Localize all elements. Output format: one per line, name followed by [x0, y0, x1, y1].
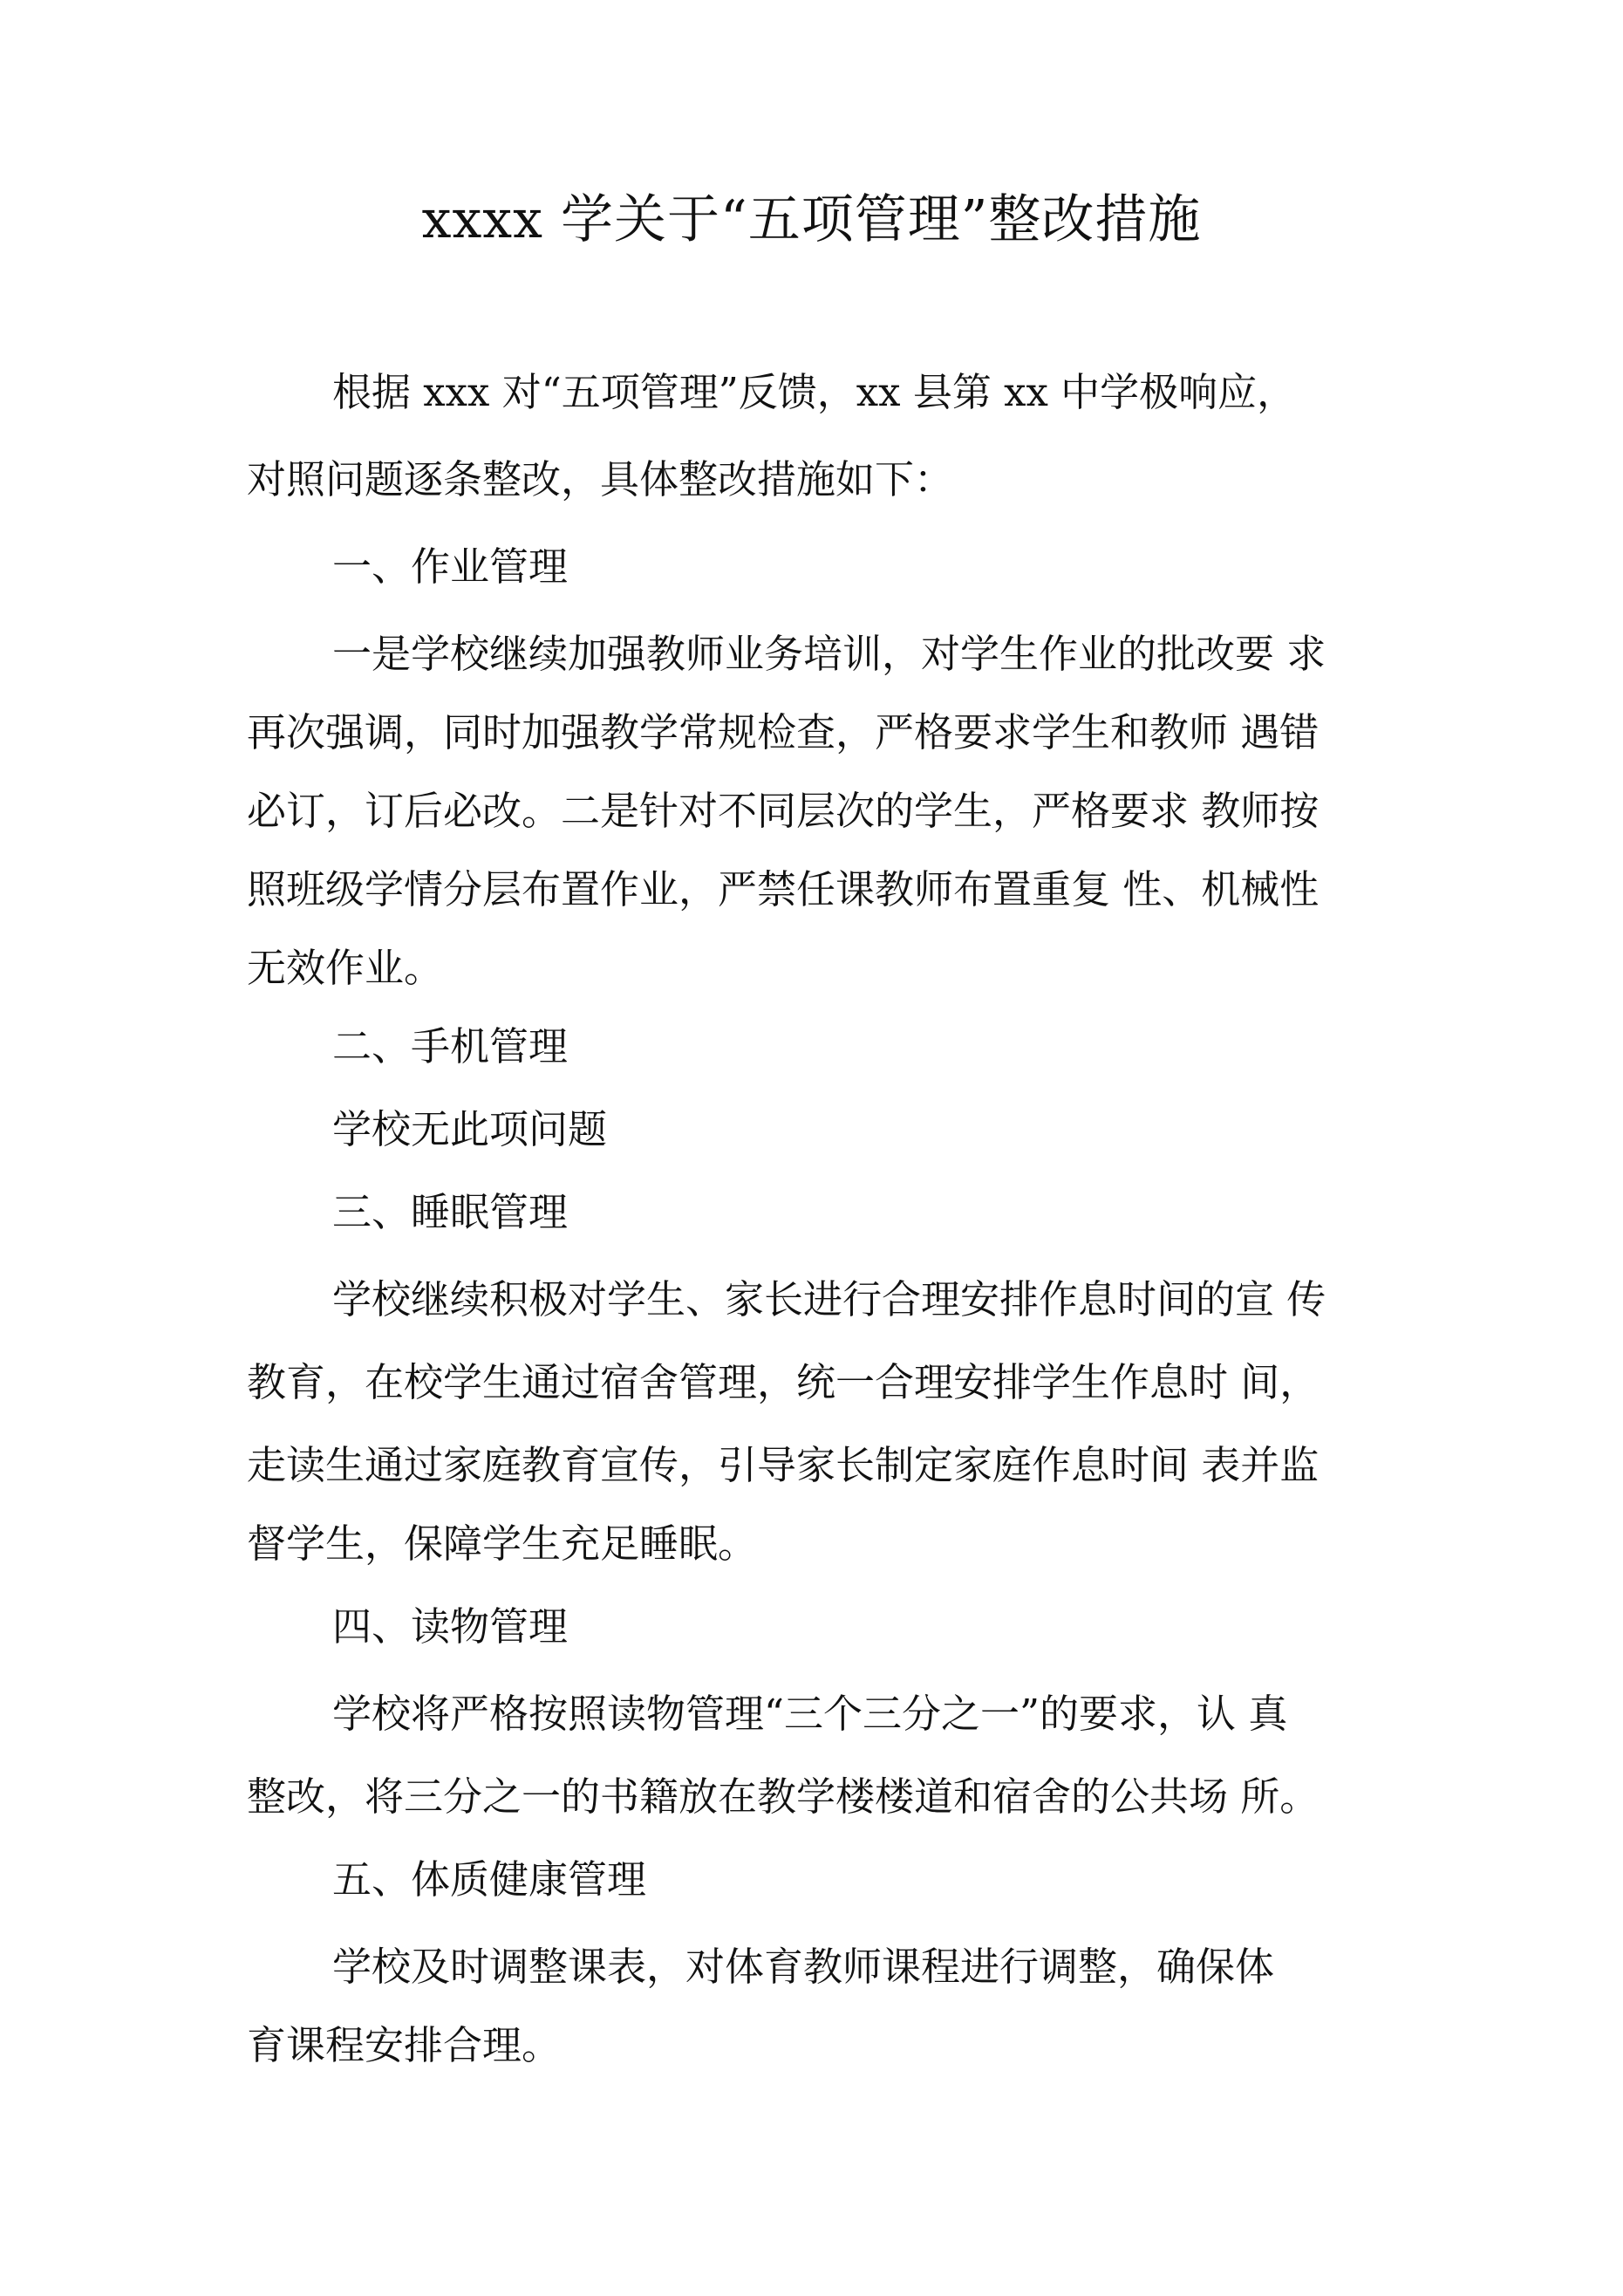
paragraph-line: 无效作业。: [247, 945, 444, 991]
paragraph-line: 一是学校继续加强教师业务培训，对学生作业的批改要 求: [332, 631, 1326, 677]
paragraph-line: 学校及时调整课表，对体育教师课程进行调整，确保体: [332, 1944, 1275, 1990]
section-heading-fitness: 五、体质健康管理: [332, 1856, 647, 1903]
paragraph-line: 教育，在校学生通过宿舍管理，统一合理安排学生作息时 间，: [247, 1359, 1320, 1405]
paragraph-line: 学校将严格按照读物管理“三个三分之一”的要求，认 真: [332, 1691, 1288, 1737]
paragraph-line: 整改，将三分之一的书籍放在教学楼楼道和宿舍的公共场 所。: [247, 1773, 1320, 1820]
paragraph-line: 再次强调，同时加强教学常规检查，严格要求学生和教师 遇错: [247, 709, 1320, 755]
paragraph-line: 必订，订后必改。二是针对不同层次的学生，严格要求 教师按: [247, 788, 1320, 834]
intro-line: 对照问题逐条整改，具体整改措施如下：: [247, 456, 954, 502]
section-heading-homework: 一、作业管理: [332, 543, 569, 590]
paragraph-line: 走读生通过家庭教育宣传，引导家长制定家庭作息时间 表并监: [247, 1442, 1320, 1488]
document-title: xxxx 学关于“五项管理”整改措施: [421, 189, 1202, 250]
paragraph-line: 学校无此项问题: [332, 1106, 608, 1152]
intro-line: 根据 xxx 对“五项管理”反馈，xx 县第 xx 中学极响应，: [332, 369, 1297, 415]
section-heading-sleep: 三、睡眠管理: [332, 1189, 569, 1235]
paragraph-line: 督学生，保障学生充足睡眠。: [247, 1520, 758, 1567]
paragraph-line: 学校继续积极对学生、家长进行合理安排作息时间的宣 传: [332, 1276, 1326, 1322]
section-heading-phone: 二、手机管理: [332, 1023, 569, 1069]
paragraph-line: 育课程安排合理。: [247, 2022, 562, 2068]
paragraph-line: 照班级学情分层布置作业，严禁任课教师布置重复 性、机械性: [247, 866, 1320, 912]
section-heading-reading: 四、读物管理: [332, 1603, 569, 1650]
